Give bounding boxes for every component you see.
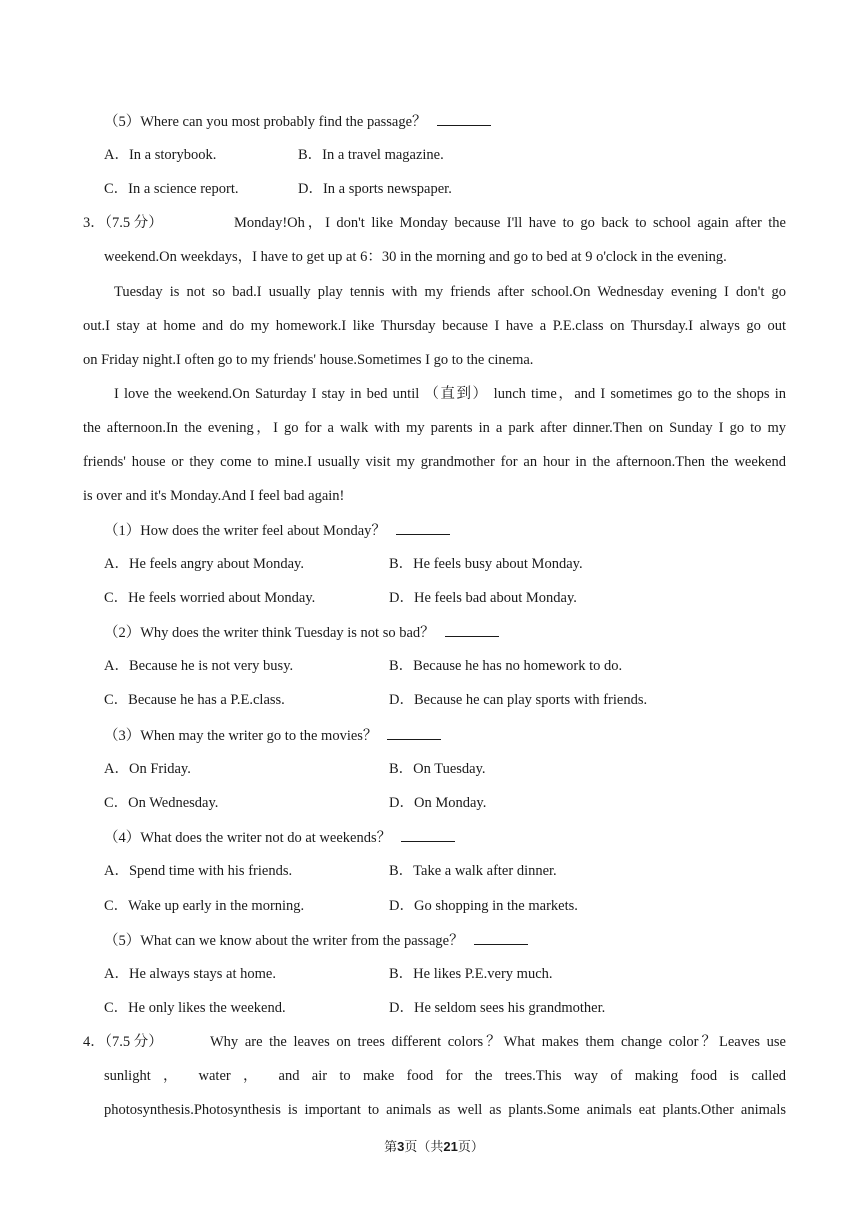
- option-d: D．On Monday.: [389, 795, 487, 811]
- passage-line: Tuesday is not so bad.I usually play tennis with my friends after school.On Wednesday evening I don't go: [114, 284, 786, 300]
- question-text: （2）Why does the writer think Tuesday is not so bad？: [104, 625, 435, 641]
- page-number: 3: [397, 1139, 405, 1154]
- question-number: 3．（7.5 分）: [83, 215, 163, 231]
- option-b: B．Because he has no homework to do.: [389, 658, 623, 674]
- option-b: B．He likes P.E.very much.: [389, 966, 553, 982]
- answer-blank[interactable]: [401, 827, 455, 842]
- question-text: （3）When may the writer go to the movies？: [104, 728, 378, 744]
- passage-line: photosynthesis.Photosynthesis is important to animals as well as plants.Some animals eat plants.Other animals: [104, 1102, 786, 1118]
- option-b: B．Take a walk after dinner.: [389, 863, 557, 879]
- option-c: C．On Wednesday.: [104, 795, 219, 811]
- option-b: B．He feels busy about Monday.: [389, 556, 583, 572]
- option-d: D．Go shopping in the markets.: [389, 898, 578, 914]
- passage-line: on Friday night.I often go to my friends' house.Sometimes I go to the cinema.: [83, 352, 534, 368]
- footer-suffix: 页）: [457, 1139, 484, 1154]
- answer-blank[interactable]: [474, 930, 528, 945]
- option-c: C．He feels worried about Monday.: [104, 590, 316, 606]
- question-3-2: [104, 622, 499, 643]
- question-text: （5）Where can you most probably find the passage？: [104, 114, 427, 130]
- answer-blank[interactable]: [396, 520, 450, 535]
- passage-line: Monday!Oh，I don't like Monday because I'll have to go back to school again after the: [234, 215, 786, 231]
- question-2-5: [104, 111, 491, 132]
- total-pages: 21: [443, 1139, 458, 1154]
- option-d: D．He seldom sees his grandmother.: [389, 1000, 606, 1016]
- option-a: A．In a storybook.: [104, 147, 217, 163]
- passage-line: sunlight ， water ， and air to make food for the trees.This way of making food is called: [104, 1068, 786, 1084]
- option-a: A．On Friday.: [104, 761, 191, 777]
- passage-line: is over and it's Monday.And I feel bad again!: [83, 488, 345, 504]
- footer-prefix: 第: [384, 1139, 398, 1154]
- option-d: D．In a sports newspaper.: [298, 181, 452, 197]
- passage-line: the afternoon.In the evening，I go for a walk with my parents in a park after dinner.Then on Sunday I go to my: [83, 420, 786, 436]
- passage-line: out.I stay at home and do my homework.I like Thursday because I have a P.E.class on Thursday.I always go out: [83, 318, 786, 334]
- passage-line: weekend.On weekdays，I have to get up at 6：30 in the morning and go to bed at 9 o'clock in the evening.: [104, 249, 727, 265]
- page-footer: [0, 1138, 868, 1156]
- option-c: C．He only likes the weekend.: [104, 1000, 286, 1016]
- question-text: （1）How does the writer feel about Monday？: [104, 523, 386, 539]
- question-3-1: [104, 520, 450, 541]
- passage-line: friends' house or they come to mine.I usually visit my grandmother for an hour in the afternoon.Then the weekend: [83, 454, 786, 470]
- option-a: A．Because he is not very busy.: [104, 658, 294, 674]
- option-a: A．He always stays at home.: [104, 966, 276, 982]
- question-text: （4）What does the writer not do at weekends？: [104, 830, 392, 846]
- question-text: （5）What can we know about the writer from the passage？: [104, 933, 464, 949]
- question-number: 4．（7.5 分）: [83, 1034, 163, 1050]
- footer-mid: 页（共: [404, 1139, 444, 1154]
- answer-blank[interactable]: [437, 111, 491, 126]
- option-a: A．Spend time with his friends.: [104, 863, 293, 879]
- option-d: D．He feels bad about Monday.: [389, 590, 577, 606]
- option-d: D．Because he can play sports with friends.: [389, 692, 648, 708]
- option-c: C．In a science report.: [104, 181, 239, 197]
- passage-line: Why are the leaves on trees different colors？What makes them change color？Leaves use: [210, 1034, 786, 1050]
- question-3-4: [104, 827, 455, 848]
- option-b: B．In a travel magazine.: [298, 147, 444, 163]
- answer-blank[interactable]: [445, 622, 499, 637]
- option-c: C．Because he has a P.E.class.: [104, 692, 285, 708]
- question-3-5: [104, 930, 528, 951]
- question-3-3: [104, 725, 441, 746]
- answer-blank[interactable]: [387, 725, 441, 740]
- option-c: C．Wake up early in the morning.: [104, 898, 305, 914]
- option-b: B．On Tuesday.: [389, 761, 486, 777]
- passage-line: I love the weekend.On Saturday I stay in bed until （直到） lunch time，and I sometimes go to the shops in: [114, 386, 786, 402]
- option-a: A．He feels angry about Monday.: [104, 556, 304, 572]
